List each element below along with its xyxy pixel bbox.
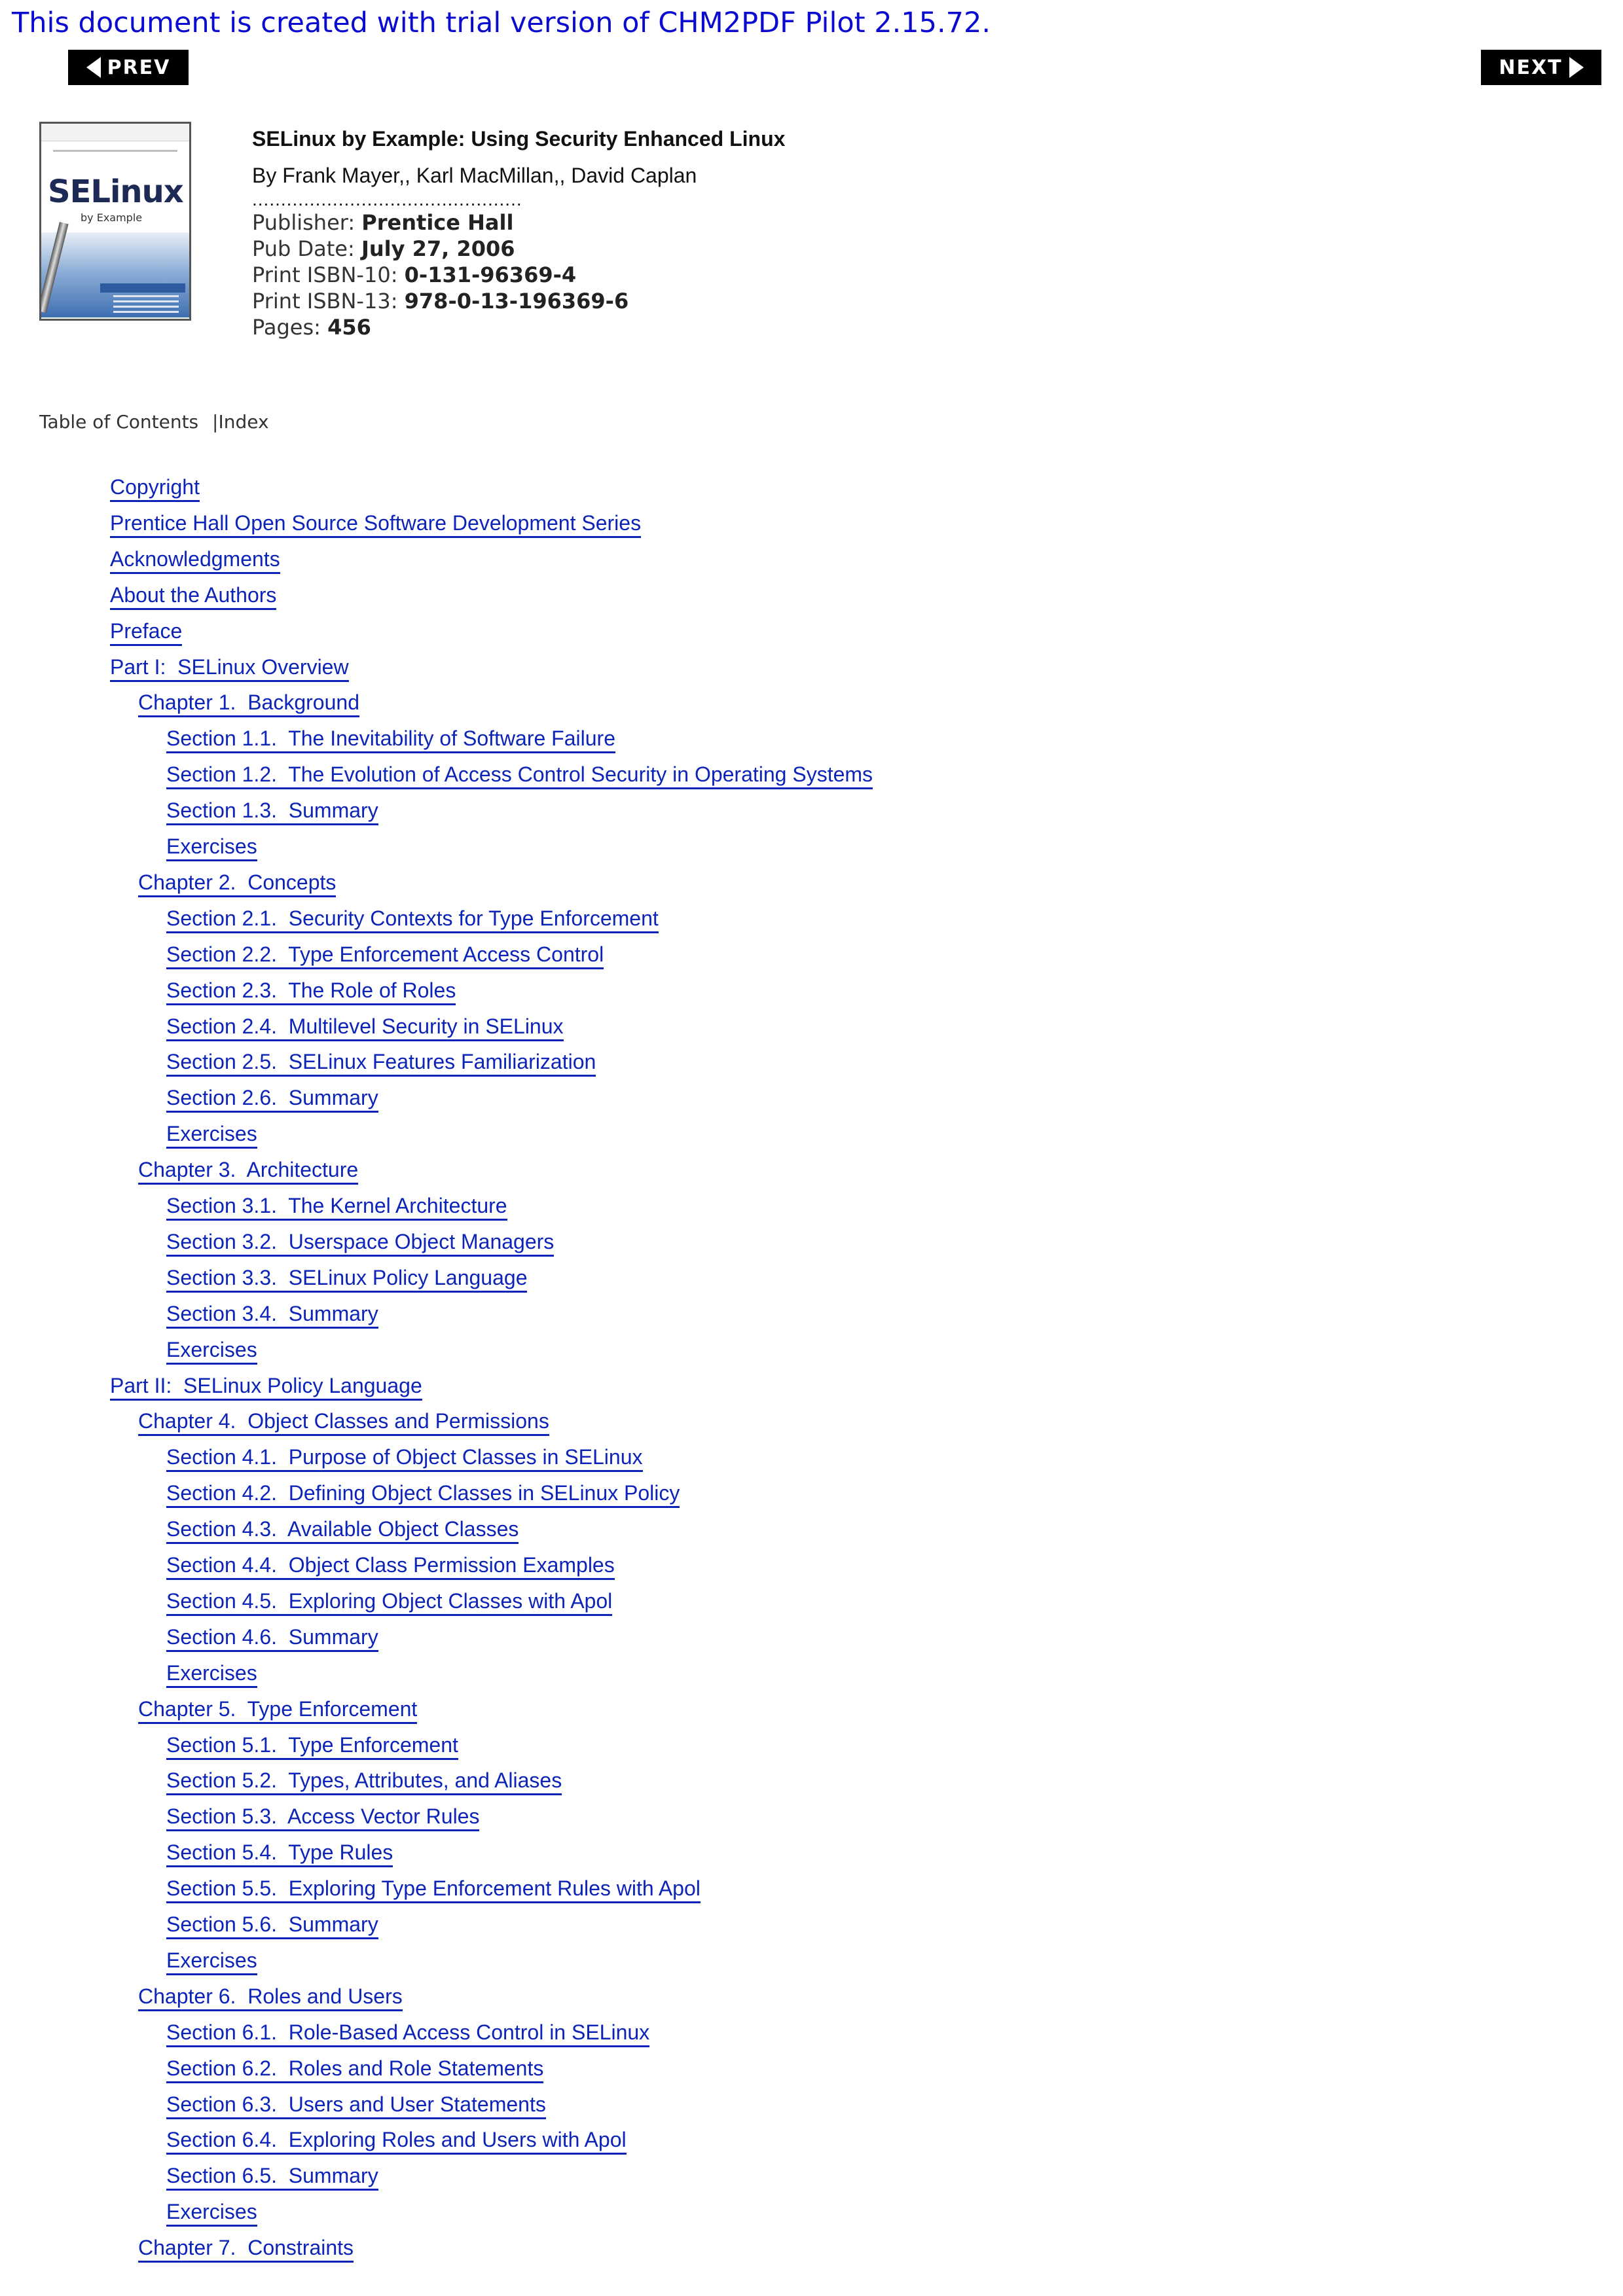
toc-entry-42[interactable]: Exercises bbox=[166, 1948, 257, 1975]
table-of-contents-link[interactable]: Table of Contents bbox=[39, 411, 199, 433]
arrow-right-icon bbox=[1569, 57, 1584, 78]
isbn10-value: 0-131-96369-4 bbox=[404, 262, 577, 287]
toc-entry-25[interactable]: Exercises bbox=[166, 1338, 257, 1365]
toc-entry-37[interactable]: Section 5.2. Types, Attributes, and Aliases bbox=[166, 1768, 562, 1795]
pages-label: Pages: bbox=[252, 315, 328, 340]
cover-fine-print bbox=[113, 295, 179, 314]
toc-entry-28[interactable]: Section 4.1. Purpose of Object Classes in SELinux bbox=[166, 1445, 643, 1472]
book-cover-image bbox=[39, 122, 191, 321]
toc-entry-36[interactable]: Section 5.1. Type Enforcement bbox=[166, 1733, 458, 1760]
trial-banner: This document is created with trial version of CHM2PDF Pilot 2.15.72. bbox=[12, 7, 991, 39]
toc-entry-19[interactable]: Exercises bbox=[166, 1122, 257, 1149]
toc-entry-1[interactable]: Copyright bbox=[110, 475, 200, 502]
cover-header-strip bbox=[41, 124, 189, 141]
toc-entry-30[interactable]: Section 4.3. Available Object Classes bbox=[166, 1517, 519, 1544]
toc-entry-3[interactable]: Acknowledgments bbox=[110, 547, 280, 574]
toc-entry-50[interactable]: Chapter 7. Constraints bbox=[138, 2236, 354, 2263]
toc-entry-11[interactable]: Exercises bbox=[166, 834, 257, 861]
toc-entry-18[interactable]: Section 2.6. Summary bbox=[166, 1086, 378, 1113]
arrow-left-icon bbox=[86, 57, 101, 78]
toc-entry-47[interactable]: Section 6.4. Exploring Roles and Users with Apol bbox=[166, 2128, 627, 2155]
separator-dots: ............................................... bbox=[252, 189, 522, 209]
toc-nav bbox=[39, 411, 269, 433]
toc-entry-15[interactable]: Section 2.3. The Role of Roles bbox=[166, 978, 456, 1005]
book-title: SELinux by Example: Using Security Enhanced Linux bbox=[252, 127, 786, 151]
toc-nav-separator: | bbox=[212, 411, 219, 433]
toc-entry-40[interactable]: Section 5.5. Exploring Type Enforcement Rules with Apol bbox=[166, 1876, 701, 1903]
isbn13-row bbox=[252, 288, 785, 314]
toc-entry-44[interactable]: Section 6.1. Role-Based Access Control in SELinux bbox=[166, 2020, 649, 2047]
publisher-row bbox=[252, 209, 785, 236]
book-metadata bbox=[252, 124, 785, 340]
toc-entry-26[interactable]: Part II: SELinux Policy Language bbox=[110, 1374, 422, 1401]
toc-entry-33[interactable]: Section 4.6. Summary bbox=[166, 1625, 378, 1652]
publisher-label: Publisher: bbox=[252, 210, 362, 235]
toc-entry-17[interactable]: Section 2.5. SELinux Features Familiarization bbox=[166, 1050, 596, 1077]
toc-entry-21[interactable]: Section 3.1. The Kernel Architecture bbox=[166, 1194, 507, 1221]
next-label: NEXT bbox=[1499, 56, 1563, 79]
toc-entry-9[interactable]: Section 1.2. The Evolution of Access Control Security in Operating Systems bbox=[166, 762, 873, 789]
isbn10-label: Print ISBN-10: bbox=[252, 262, 405, 287]
isbn13-label: Print ISBN-13: bbox=[252, 289, 405, 314]
toc-entry-14[interactable]: Section 2.2. Type Enforcement Access Control bbox=[166, 942, 604, 969]
toc-entry-48[interactable]: Section 6.5. Summary bbox=[166, 2164, 378, 2191]
toc-entry-29[interactable]: Section 4.2. Defining Object Classes in SELinux Policy bbox=[166, 1481, 680, 1508]
cover-subtitle: by Example bbox=[81, 211, 143, 224]
toc-entry-16[interactable]: Section 2.4. Multilevel Security in SELinux bbox=[166, 1014, 564, 1041]
pages-value: 456 bbox=[327, 315, 371, 340]
toc-entry-35[interactable]: Chapter 5. Type Enforcement bbox=[138, 1697, 417, 1724]
toc-entry-5[interactable]: Preface bbox=[110, 619, 182, 646]
toc-entry-41[interactable]: Section 5.6. Summary bbox=[166, 1912, 378, 1939]
toc-entry-23[interactable]: Section 3.3. SELinux Policy Language bbox=[166, 1266, 527, 1293]
prev-label: PREV bbox=[107, 56, 171, 79]
toc-entry-24[interactable]: Section 3.4. Summary bbox=[166, 1302, 378, 1329]
toc-entry-46[interactable]: Section 6.3. Users and User Statements bbox=[166, 2092, 546, 2119]
toc-entry-32[interactable]: Section 4.5. Exploring Object Classes with Apol bbox=[166, 1589, 612, 1616]
toc-entry-43[interactable]: Chapter 6. Roles and Users bbox=[138, 1984, 403, 2011]
book-authors: By Frank Mayer,, Karl MacMillan,, David Caplan bbox=[252, 164, 697, 187]
toc-entry-13[interactable]: Section 2.1. Security Contexts for Type Enforcement bbox=[166, 906, 659, 933]
cover-title: SELinux bbox=[48, 173, 183, 210]
cover-stripe bbox=[100, 283, 185, 293]
next-button[interactable] bbox=[1481, 50, 1601, 85]
toc-entry-34[interactable]: Exercises bbox=[166, 1661, 257, 1688]
isbn10-row bbox=[252, 262, 785, 288]
toc-entry-4[interactable]: About the Authors bbox=[110, 583, 276, 610]
toc-entry-6[interactable]: Part I: SELinux Overview bbox=[110, 655, 349, 682]
toc-entry-10[interactable]: Section 1.3. Summary bbox=[166, 798, 378, 825]
toc-entry-20[interactable]: Chapter 3. Architecture bbox=[138, 1158, 358, 1185]
toc-entry-8[interactable]: Section 1.1. The Inevitability of Software Failure bbox=[166, 726, 615, 753]
pubdate-row bbox=[252, 236, 785, 262]
toc-entry-39[interactable]: Section 5.4. Type Rules bbox=[166, 1840, 393, 1867]
toc-entry-45[interactable]: Section 6.2. Roles and Role Statements bbox=[166, 2056, 543, 2083]
toc-entry-12[interactable]: Chapter 2. Concepts bbox=[138, 870, 336, 897]
prev-button[interactable] bbox=[68, 50, 189, 85]
toc-entry-27[interactable]: Chapter 4. Object Classes and Permissions bbox=[138, 1409, 549, 1436]
pages-row bbox=[252, 314, 785, 340]
toc-entry-22[interactable]: Section 3.2. Userspace Object Managers bbox=[166, 1230, 554, 1257]
pubdate-label: Pub Date: bbox=[252, 236, 361, 261]
toc-entry-2[interactable]: Prentice Hall Open Source Software Development Series bbox=[110, 511, 641, 538]
index-link[interactable]: Index bbox=[218, 411, 269, 433]
publisher-value: Prentice Hall bbox=[361, 210, 514, 235]
toc-entry-49[interactable]: Exercises bbox=[166, 2200, 257, 2227]
cover-rule bbox=[53, 150, 177, 152]
pubdate-value: July 27, 2006 bbox=[361, 236, 515, 261]
toc-entry-7[interactable]: Chapter 1. Background bbox=[138, 691, 359, 717]
toc-entry-38[interactable]: Section 5.3. Access Vector Rules bbox=[166, 1804, 479, 1831]
isbn13-value: 978-0-13-196369-6 bbox=[404, 289, 629, 314]
toc-entry-31[interactable]: Section 4.4. Object Class Permission Examples bbox=[166, 1553, 615, 1580]
